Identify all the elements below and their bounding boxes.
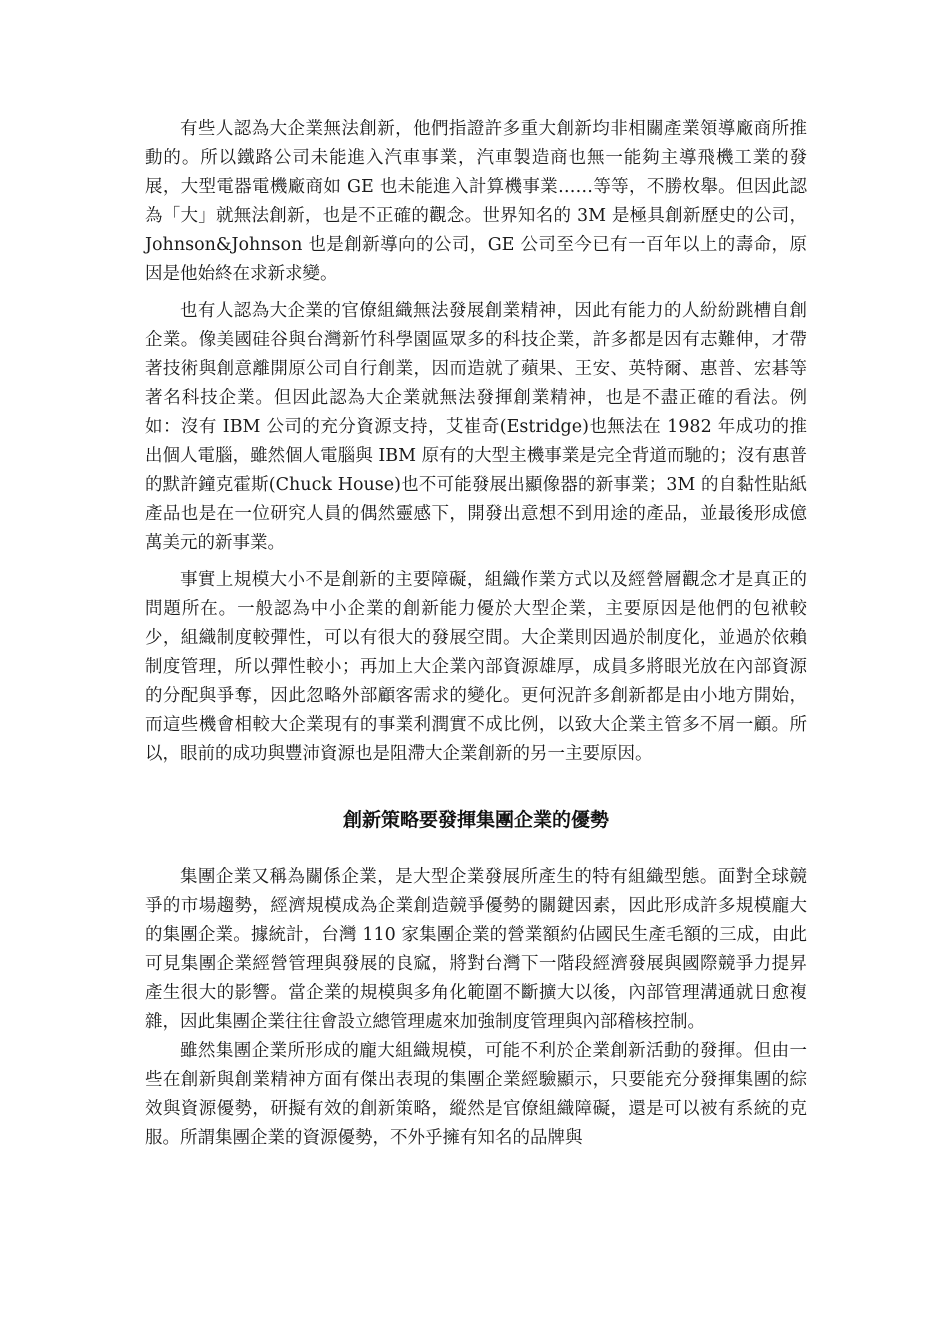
document-page xyxy=(145,115,807,1153)
paragraph-gap xyxy=(145,558,807,566)
paragraph-bureaucracy-entrepreneurship: 也有人認為大企業的官僚組織無法發展創業精神，因此有能力的人紛紛跳槽自創企業。像美國硅谷與台灣新竹科學園區眾多的科技企業，許多都是因有志難伸，才帶著技術與創意離開原公司自行創業，因而造就了蘋果、王安、英特爾、惠普、宏碁等著名科技企業。但因此認為大企業就無法發揮創業精神，也是不盡正確的看法。例如：沒有 IBM 公司的充分資源支持，艾崔奇(Estridge)也無法在 1982 年成功的推出個人電腦，雖然個人電腦與 IBM 原有的大型主機事業是完全背道而馳的；沒有惠普的默許鐘克霍斯(Chuck House)也不可能發展出顯像器的新事業；3M 的自黏性貼紙產品也是在一位研究人員的偶然靈感下，開發出意想不到用途的產品，並最後形成億萬美元的新事業。 xyxy=(145,301,807,553)
section-heading: 創新策略要發揮集團企業的優勢 xyxy=(342,809,609,831)
paragraph-large-firms-innovation: 有些人認為大企業無法創新，他們指證許多重大創新均非相關產業領導廠商所推動的。所以鐵路公司未能進入汽車事業，汽車製造商也無一能夠主導飛機工業的發展，大型電器電機廠商如 GE 也未能進入計算機事業……等等，不勝枚舉。但因此認為「大」就無法創新，也是不正確的觀念。世界知名的 3M 是極具創新歷史的公司，Johnson&Johnson 也是創新導向的公司，GE 公司至今已有一百年以上的壽命，原因是他始終在求新求變。 xyxy=(145,119,807,284)
heading-gap xyxy=(145,835,807,863)
paragraph-business-groups: 集團企業又稱為關係企業，是大型企業發展所產生的特有組織型態。面對全球競爭的市場趨勢，經濟規模成為企業創造競爭優勢的關鍵因素，因此形成許多規模龐大的集團企業。據統計，台灣 110 家集團企業的營業額約佔國民生產毛額的三成，由此可見集團企業經營管理與發展的良窳，將對台灣下一階段經濟發展與國際競爭力提昇產生很大的影響。當企業的規模與多角化範圍不斷擴大以後，內部管理溝通就日愈複雜，因此集團企業往往會設立總管理處來加強制度管理與內部稽核控制。 xyxy=(145,867,807,1032)
paragraph-gap xyxy=(145,289,807,297)
paragraph-group-advantages: 雖然集團企業所形成的龐大組織規模，可能不利於企業創新活動的發揮。但由一些在創新與創業精神方面有傑出表現的集團企業經驗顯示，只要能充分發揮集團的綜效與資源優勢，研擬有效的創新策略，縱然是官僚組織障礙，還是可以被有系統的克服。所謂集團企業的資源優勢，不外乎擁有知名的品牌與 xyxy=(145,1041,807,1148)
paragraph-size-not-barrier: 事實上規模大小不是創新的主要障礙，組織作業方式以及經營層觀念才是真正的問題所在。一般認為中小企業的創新能力優於大型企業，主要原因是他們的包袱較少，組織制度較彈性，可以有很大的發展空間。大企業則因過於制度化，並過於依賴制度管理，所以彈性較小；再加上大企業內部資源雄厚，成員多將眼光放在內部資源的分配與爭奪，因此忽略外部顧客需求的變化。更何況許多創新都是由小地方開始，而這些機會相較大企業現有的事業利潤實不成比例，以致大企業主管多不屑一顧。所以，眼前的成功與豐沛資源也是阻滯大企業創新的另一主要原因。 xyxy=(145,570,807,764)
section-gap xyxy=(145,769,807,805)
